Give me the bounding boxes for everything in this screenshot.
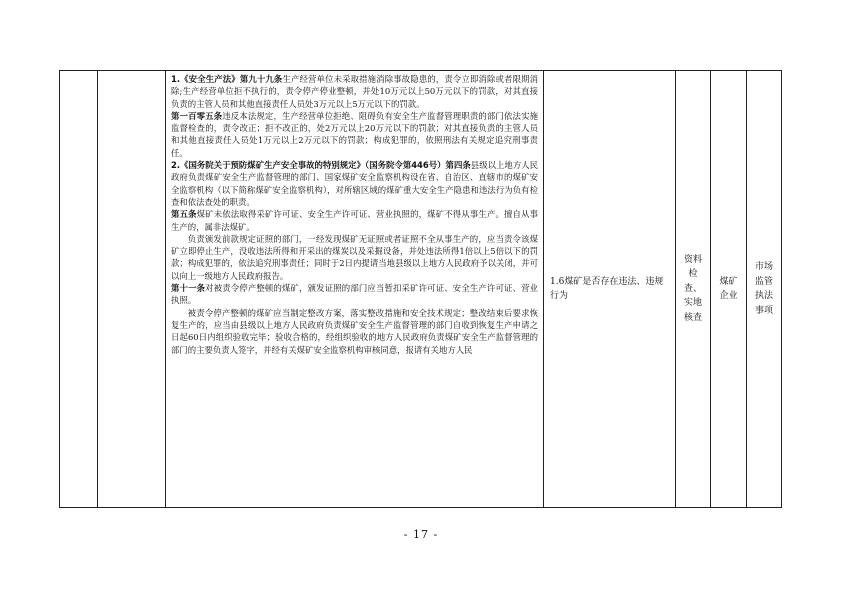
law-article-text: 违反本法规定，生产经营单位拒绝、阻碍负有安全生产监督管理职责的部门依法实施监督检查的，责令改正；拒不改正的，处2万元以上20万元以下的罚款；对其直接负责的主管人员和其他直接责任人员处1万元以上2万元以下的罚款；构成犯罪的，依照刑法有关规定追究刑事责任。 — [171, 110, 538, 158]
legal-paragraph-7: 被责令停产整顿的煤矿应当制定整改方案，落实整改措施和安全技术规定；整改结束后要求恢复生产的，应当由县级以上地方人民政府负责煤矿安全生产监督管理的部门自收到恢复生产申请之日起60日内组织验收完毕；验收合格的，经组织验收的地方人民政府负责煤矿安全生产监督管理的部门的主要负责人签字，并经有关煤矿安全监察机构审核同意，报请有关地方人民 — [171, 307, 538, 355]
method-line: 核查 — [683, 312, 702, 323]
legal-paragraph-3 — [171, 159, 538, 208]
legal-paragraph-6 — [171, 282, 538, 307]
law-article-heading: 第一百零五条 — [171, 110, 223, 121]
empty-cell-index — [60, 71, 98, 508]
inspection-item-cell: 1.6煤矿是否存在违法、违规行为 — [544, 71, 676, 508]
category-line: 市场 — [754, 262, 773, 272]
item-category-cell — [747, 71, 782, 508]
method-line: 资料 — [683, 254, 702, 265]
legal-paragraph-5: 负责颁发前款规定证照的部门，一经发现煤矿无证照或者证照不全从事生产的，应当责令该煤矿立即停止生产，没收违法所得和开采出的煤炭以及采掘设备，并处违法所得1倍以上5倍以下的罚款；构成犯罪的，依法追究刑事责任；同时于2日内提请当地县级以上地方人民政府予以关闭，并可以向上一级地方人民政府报告。 — [171, 233, 538, 281]
law-article-text: 对被责令停产整顿的煤矿，颁发证照的部门应当暂扣采矿许可证、安全生产许可证、营业执照。 — [171, 283, 538, 306]
legal-paragraph-4 — [171, 208, 538, 233]
category-line: 执法 — [754, 291, 773, 301]
page-number: - 17 - — [403, 528, 439, 541]
table-row — [60, 71, 782, 508]
law-article-text: 县级以上地方人民政府负责煤矿安全生产监督管理的部门、国家煤矿安全监察机构设在省、自治区、直辖市的煤矿安全监察机构（以下简称煤矿安全监察机构），对所辖区域的煤矿重大安全生产隐患和违法行为负有检查和依法查处的职责。 — [171, 160, 539, 207]
inspection-table — [59, 70, 782, 508]
law-article-heading: 第五条 — [171, 209, 197, 220]
target-line: 煤矿 — [719, 276, 738, 287]
category-line: 事项 — [754, 305, 773, 316]
empty-cell-category — [98, 71, 166, 508]
legal-paragraph-1 — [171, 73, 538, 110]
legal-basis-cell — [166, 71, 544, 508]
method-line: 检 — [688, 269, 698, 280]
law-article-text: 生产经营单位未采取措施消除事故隐患的，责令立即消除或者限期消除;生产经营单位拒不执行的，责令停产停业整顿，并处10万元以上50万元以下的罚款，对其直接负责的主管人员和其他直接责任人员处3万元以上5万元以下的罚款。 — [171, 74, 539, 109]
inspection-target-cell — [711, 71, 747, 508]
method-line: 实地 — [683, 298, 702, 309]
law-article-heading: 2.《国务院关于预防煤矿生产安全事故的特别规定》（国务院令第446号）第四条 — [171, 160, 471, 171]
law-article-heading: 第十一条 — [171, 283, 206, 294]
category-line: 监管 — [754, 276, 773, 287]
legal-paragraph-2 — [171, 110, 538, 159]
law-article-heading: 1.《安全生产法》第九十九条 — [171, 74, 283, 84]
target-line: 企业 — [719, 291, 738, 301]
method-line: 查、 — [683, 283, 702, 294]
law-article-text: 煤矿未依法取得采矿许可证、安全生产许可证、营业执照的，煤矿不得从事生产。擅自从事生产的，属非法煤矿。 — [171, 209, 539, 232]
inspection-method-cell — [676, 71, 711, 508]
